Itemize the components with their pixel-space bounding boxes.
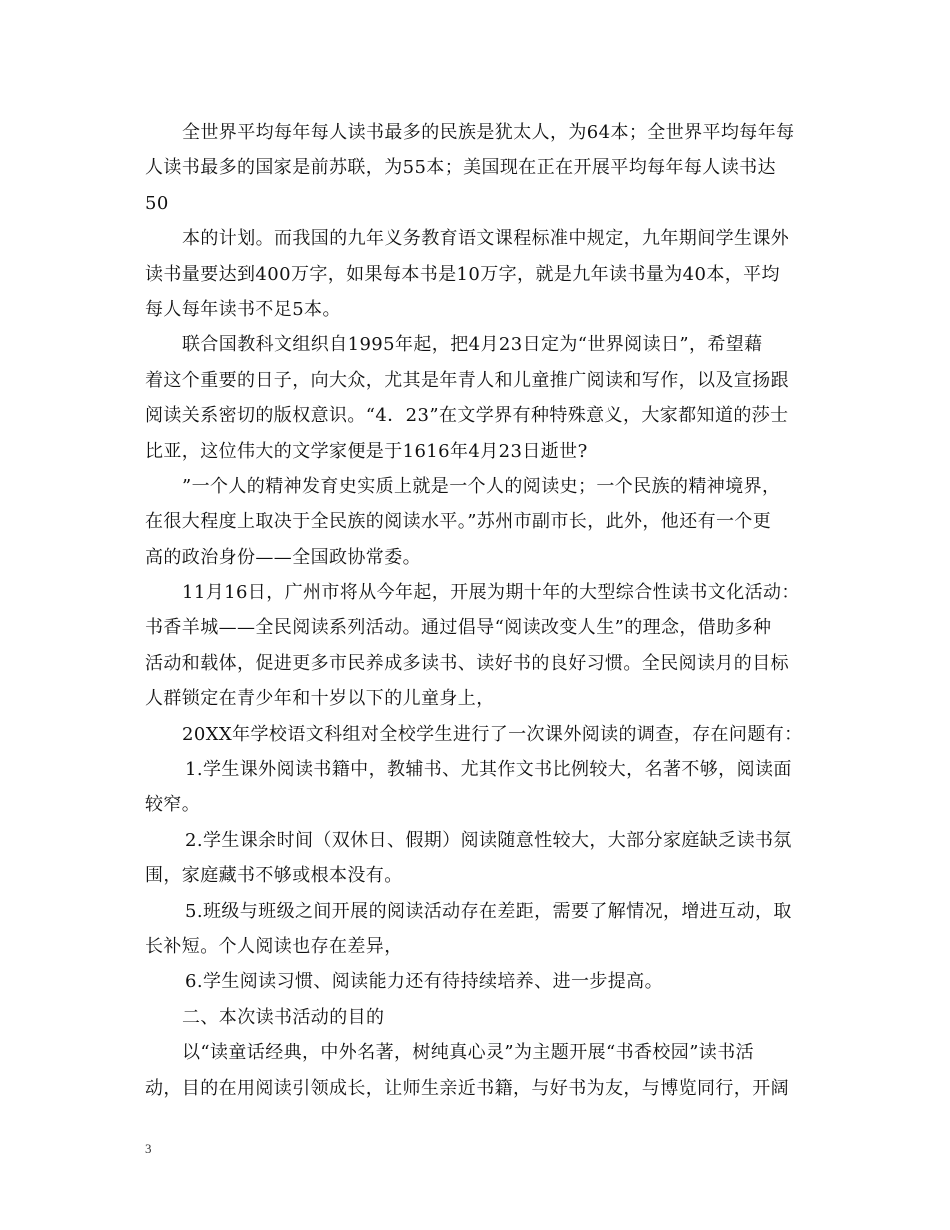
list-item: 6.学生阅读习惯、阅读能力还有待持续培养、进一步提高。 [185,971,663,993]
text-line: 阅读关系密切的版权意识。“4．23”在文学界有种特殊意义，大家都知道的莎士 [145,405,789,427]
text-line: 高的政治身份——全国政协常委。 [145,546,421,568]
text-line: 50 [145,192,169,214]
text-line: 较窄。 [145,794,201,816]
text-line: 联合国教科文组织自1995年起，把4月23日定为“世界阅读日”，希望藉 [182,334,763,356]
text-line: 书香羊城——全民阅读系列活动。通过倡导“阅读改变人生”的理念，借助多种 [145,617,772,639]
text-line: ”一个人的精神发育史实质上就是一个人的阅读史；一个民族的精神境界， [182,475,781,497]
page-number: 3 [145,1141,152,1156]
text-line: 读书量要达到400万字，如果每本书是10万字，就是九年读书量为40本，平均 [145,263,780,285]
text-line: 围，家庭藏书不够或根本没有。 [145,865,403,887]
text-line: 动，目的在用阅读引领成长，让师生亲近书籍，与好书为友，与博览同行，开阔 [145,1077,789,1099]
text-line: 在很大程度上取决于全民族的阅读水平。”苏州市副市长，此外，他还有一个更 [145,511,772,533]
list-item: 5.班级与班级之间开展的阅读活动存在差距，需要了解情况，增进互动，取 [185,900,792,922]
text-line: 20XX年学校语文科组对全校学生进行了一次课外阅读的调查，存在问题有： [182,723,803,745]
text-line: 本的计划。而我国的九年义务教育语文课程标准中规定，九年期间学生课外 [182,228,790,250]
list-item: 2.学生课余时间（双休日、假期）阅读随意性较大，大部分家庭缺乏读书氛 [185,829,792,851]
list-item: 1.学生课外阅读书籍中，教辅书、尤其作文书比例较大，名著不够，阅读面 [185,759,792,781]
text-line: 活动和载体，促进更多市民养成多读书、读好书的良好习惯。全民阅读月的目标 [145,652,789,674]
document-body [145,115,825,1106]
text-line: 11月16日，广州市将从今年起，开展为期十年的大型综合性读书文化活动： [182,582,800,604]
text-line: 着这个重要的日子，向大众，尤其是年青人和儿童推广阅读和写作，以及宣扬跟 [145,369,789,391]
text-line: 长补短。个人阅读也存在差异， [145,935,403,957]
text-line: 以“读童话经典，中外名著，树纯真心灵”为主题开展“书香校园”读书活 [182,1042,755,1064]
text-line: 人读书最多的国家是前苏联，为55本；美国现在正在开展平均每年每人读书达 [145,157,776,179]
text-line: 每人每年读书不足5本。 [145,298,341,320]
text-line: 人群锁定在青少年和十岁以下的儿童身上， [145,688,495,710]
text-line: 全世界平均每年每人读书最多的民族是犹太人，为64本；全世界平均每年每 [182,122,795,143]
section-heading: 二、本次读书活动的目的 [182,1006,385,1028]
text-line: 比亚，这位伟大的文学家便是于1616年4月23日逝世? [145,440,588,462]
